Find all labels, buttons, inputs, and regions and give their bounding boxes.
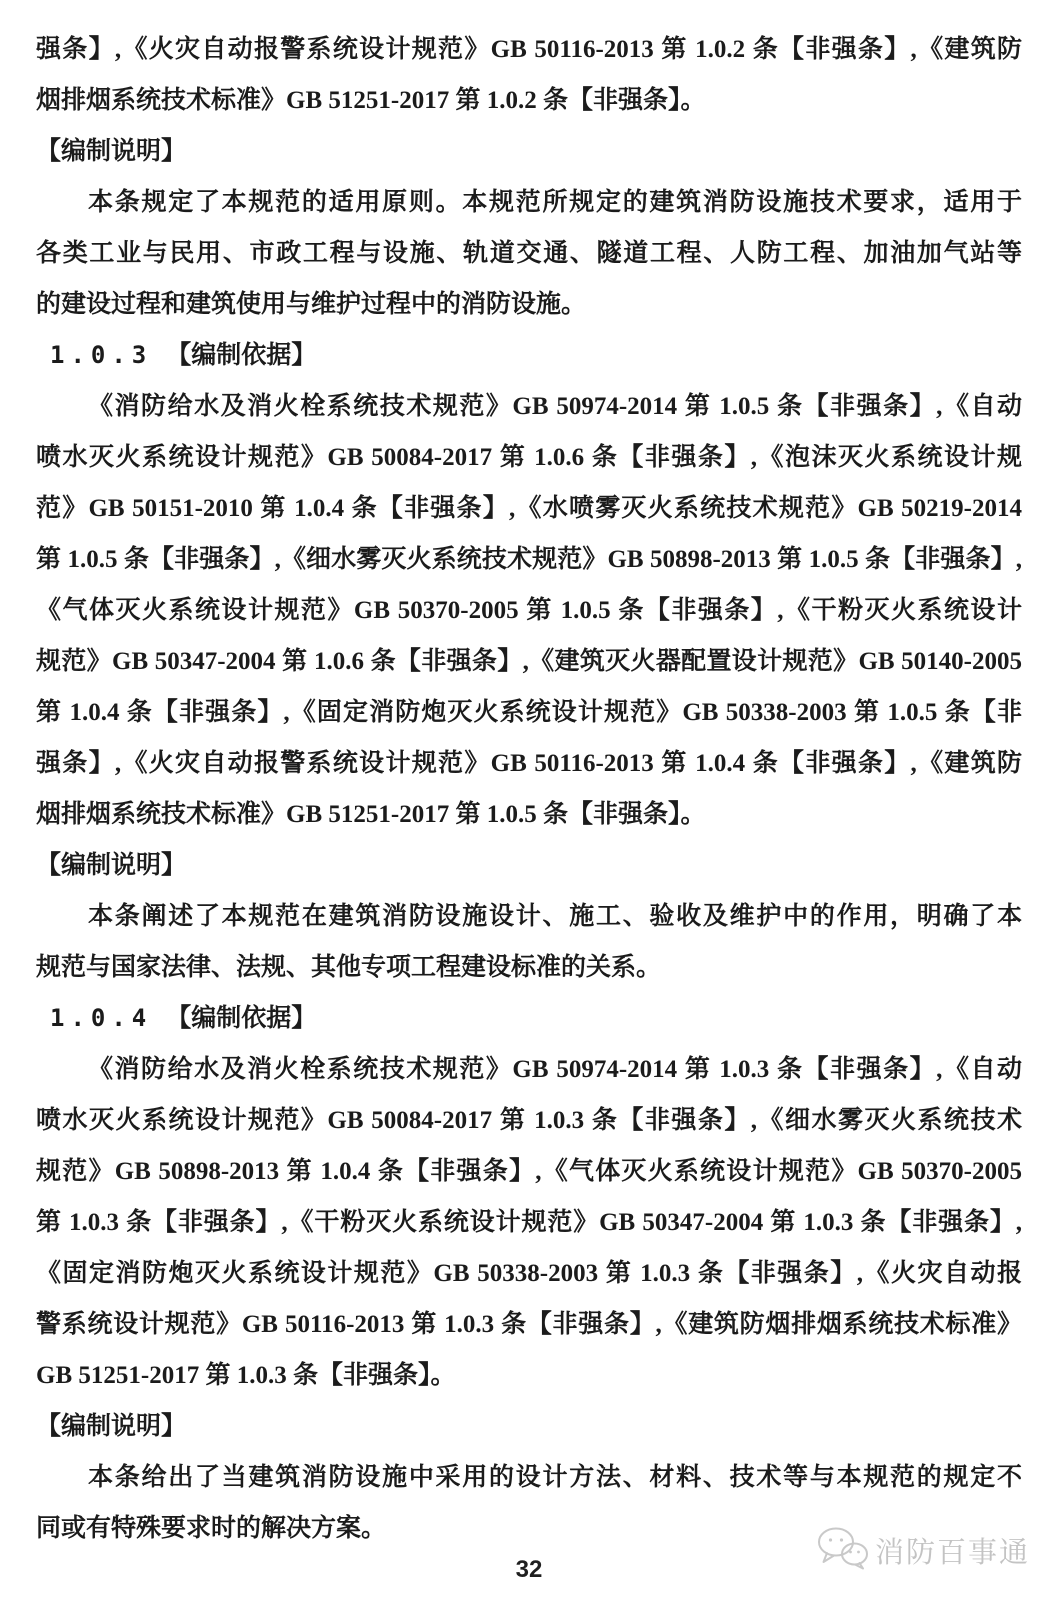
doc-line: 烟排烟系统技术标准》GB 51251-2017 第 1.0.2 条【非强条】。: [36, 87, 706, 114]
clause-heading-1-0-3: [36, 330, 1022, 381]
doc-line: 范》GB 50151-2010 第 1.0.4 条【非强条】,《水喷雾灭火系统技术规范》GB 50219-2014: [36, 495, 1022, 522]
doc-line: 强条】,《火灾自动报警系统设计规范》GB 50116-2013 第 1.0.2 条【非强条】,《建筑防: [36, 36, 1022, 63]
section-label-explanation: 【编制说明】: [36, 852, 187, 879]
section-label-explanation: 【编制说明】: [36, 1413, 187, 1440]
doc-line: 同或有特殊要求时的解决方案。: [36, 1515, 387, 1542]
doc-line: 各类工业与民用、市政工程与设施、轨道交通、隧道工程、人防工程、加油加气站等: [36, 240, 1022, 267]
section-label-explanation: 【编制说明】: [36, 138, 187, 165]
doc-line: 喷水灭火系统设计规范》GB 50084-2017 第 1.0.3 条【非强条】,《细水雾灭火系统技术: [36, 1107, 1022, 1134]
doc-line: 的建设过程和建筑使用与维护过程中的消防设施。: [36, 291, 587, 318]
doc-line: GB 51251-2017 第 1.0.3 条【非强条】。: [36, 1362, 456, 1389]
doc-line: 第 1.0.3 条【非强条】,《干粉灭火系统设计规范》GB 50347-2004 第 1.0.3 条【非强条】,: [36, 1209, 1022, 1236]
doc-line: 本条给出了当建筑消防设施中采用的设计方法、材料、技术等与本规范的规定不: [88, 1464, 1022, 1491]
clause-number: 1.0.3: [50, 341, 153, 369]
doc-line: 第 1.0.4 条【非强条】,《固定消防炮灭火系统设计规范》GB 50338-2003 第 1.0.5 条【非: [36, 699, 1022, 726]
doc-line: 强条】,《火灾自动报警系统设计规范》GB 50116-2013 第 1.0.4 条【非强条】,《建筑防: [36, 750, 1022, 777]
doc-line: 《气体灭火系统设计规范》GB 50370-2005 第 1.0.5 条【非强条】,《干粉灭火系统设计: [36, 597, 1022, 624]
doc-line: 《消防给水及消火栓系统技术规范》GB 50974-2014 第 1.0.3 条【非强条】,《自动: [88, 1056, 1022, 1083]
clause-title: 【编制依据】: [166, 342, 317, 369]
doc-line: 喷水灭火系统设计规范》GB 50084-2017 第 1.0.6 条【非强条】,《泡沫灭火系统设计规: [36, 444, 1022, 471]
doc-line: 第 1.0.5 条【非强条】,《细水雾灭火系统技术规范》GB 50898-2013 第 1.0.5 条【非强条】,: [36, 546, 1022, 573]
doc-line: 规范》GB 50898-2013 第 1.0.4 条【非强条】,《气体灭火系统设计规范》GB 50370-2005: [36, 1158, 1022, 1185]
doc-line: 规范》GB 50347-2004 第 1.0.6 条【非强条】,《建筑灭火器配置设计规范》GB 50140-2005: [36, 648, 1022, 675]
doc-line: 警系统设计规范》GB 50116-2013 第 1.0.3 条【非强条】,《建筑防烟排烟系统技术标准》: [36, 1311, 1022, 1338]
doc-line: 本条规定了本规范的适用原则。本规范所规定的建筑消防设施技术要求，适用于: [88, 189, 1022, 216]
clause-number: 1.0.4: [50, 1004, 153, 1032]
page-number: 32: [515, 1556, 543, 1583]
clause-heading-1-0-4: [36, 993, 1022, 1044]
clause-title: 【编制依据】: [166, 1005, 317, 1032]
watermark-label: 消防百事通: [874, 1537, 1030, 1569]
doc-line: 《固定消防炮灭火系统设计规范》GB 50338-2003 第 1.0.3 条【非强条】,《火灾自动报: [36, 1260, 1022, 1287]
doc-line: 烟排烟系统技术标准》GB 51251-2017 第 1.0.5 条【非强条】。: [36, 801, 706, 828]
doc-line: 本条阐述了本规范在建筑消防设施设计、施工、验收及维护中的作用，明确了本: [88, 903, 1022, 930]
doc-line: 规范与国家法律、法规、其他专项工程建设标准的关系。: [36, 954, 662, 981]
doc-line: 《消防给水及消火栓系统技术规范》GB 50974-2014 第 1.0.5 条【非强条】,《自动: [88, 393, 1022, 420]
